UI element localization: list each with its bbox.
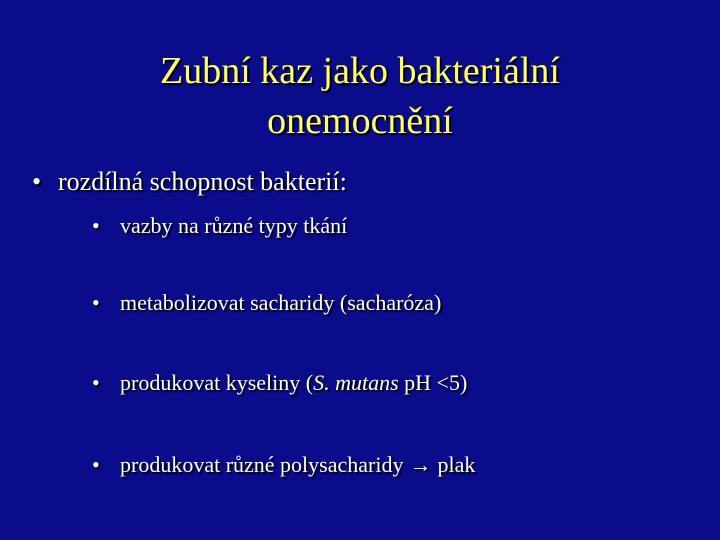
slide-title: [60, 46, 660, 146]
species-name: S. mutans: [313, 370, 399, 395]
bullet-icon: •: [92, 452, 100, 477]
main-bullet-text: rozdílná schopnost bakterií:: [58, 167, 347, 196]
sub-bullet-text-start: produkovat různé polysacharidy: [120, 452, 404, 477]
bullet-icon: •: [32, 167, 42, 196]
sub-bullet-text: metabolizovat sacharidy (sacharóza): [120, 290, 442, 315]
bullet-icon: •: [92, 370, 100, 395]
sub-bullet-text-start: produkovat kyseliny (: [120, 370, 314, 395]
slide-title-line-1: Zubní kaz jako bakteriální: [160, 50, 560, 92]
main-bullet: [32, 166, 347, 198]
slide-title-line-2: onemocnění: [267, 100, 453, 142]
sub-bullet-text-end: pH <5): [398, 370, 468, 395]
sub-bullet-text-end: plak: [437, 452, 476, 477]
sub-bullet-text: vazby na různé typy tkání: [120, 213, 348, 238]
sub-bullet-binding: [92, 212, 347, 240]
bullet-icon: •: [92, 290, 100, 315]
sub-bullet-metabolize: [92, 289, 441, 317]
sub-bullet-polysaccharides: [92, 451, 475, 479]
arrow-right-icon: →: [409, 452, 432, 477]
sub-bullet-acids: [92, 369, 467, 397]
bullet-icon: •: [92, 213, 100, 238]
